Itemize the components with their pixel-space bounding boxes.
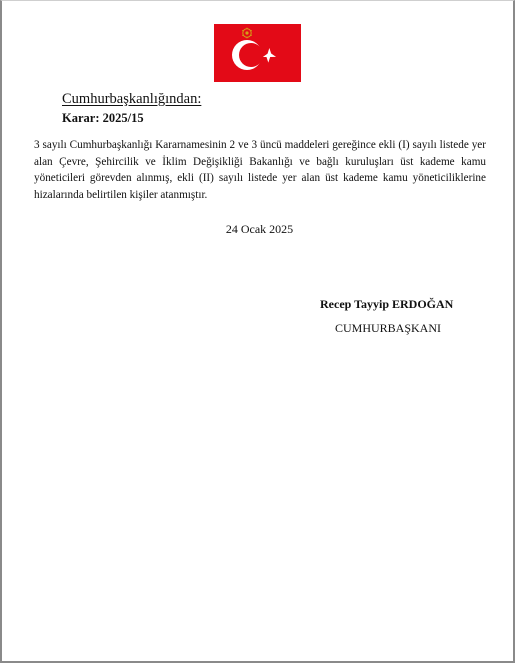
decision-number: Karar: 2025/15: [62, 111, 144, 125]
issuer-heading: Cumhurbaşkanlığından:: [62, 91, 202, 107]
signer-title: CUMHURBAŞKANI: [335, 321, 442, 335]
decision-date: [2, 222, 515, 237]
decision-body-text: 3 sayılı Cumhurbaşkanlığı Kararnamesinin 2 ve 3 üncü maddeleri gereğince ekli (I) sayılı listede yer alan Çevre, Şehircilik ve İklim Değişikliği Bakanlığı ve bağlı kuruluşları üst kademe kamu yöneticileri görevden alınmış, ekli (II) sayılı listede yer alan üst kademe kamu yöneticiliklerine hizalarında belirtilen kişiler atanmıştır.: [34, 139, 486, 201]
signer-name: Recep Tayyip ERDOĞAN: [320, 297, 454, 311]
date-text: 24 Ocak 2025: [225, 222, 294, 236]
turkish-flag-icon: [214, 24, 301, 82]
